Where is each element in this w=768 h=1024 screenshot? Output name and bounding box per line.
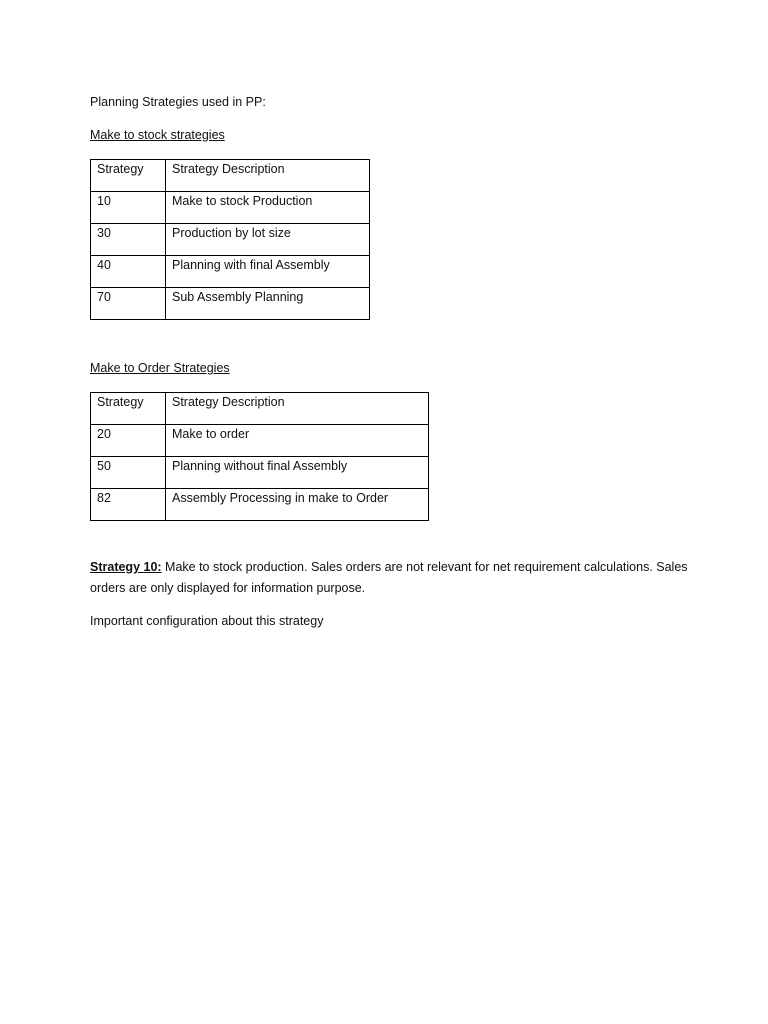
strategy10-label: Strategy 10:	[90, 560, 162, 574]
table-row	[91, 425, 429, 457]
table-row	[91, 489, 429, 521]
strategy10-text: Make to stock production. Sales orders are not relevant for net requirement calculations. Sales orders are only displayed for information purpose.	[90, 560, 688, 595]
table-cell: Planning without final Assembly	[166, 457, 429, 489]
strategy10-paragraph	[90, 557, 690, 599]
table-row	[91, 192, 370, 224]
table-cell: Sub Assembly Planning	[166, 288, 370, 320]
table-cell: 20	[91, 425, 166, 457]
table-header-cell: Strategy	[91, 393, 166, 425]
table-row	[91, 224, 370, 256]
table-cell: Make to stock Production	[166, 192, 370, 224]
mts-heading: Make to stock strategies	[90, 128, 225, 142]
config-note: Important configuration about this strategy	[90, 614, 324, 628]
table-header-row	[91, 393, 429, 425]
table-row	[91, 256, 370, 288]
table-row	[91, 457, 429, 489]
mto-table	[90, 392, 429, 521]
table-cell: 40	[91, 256, 166, 288]
table-cell: 10	[91, 192, 166, 224]
table-cell: Production by lot size	[166, 224, 370, 256]
table-header-cell: Strategy Description	[166, 160, 370, 192]
table-cell: 30	[91, 224, 166, 256]
table-cell: Make to order	[166, 425, 429, 457]
intro-text: Planning Strategies used in PP:	[90, 95, 266, 109]
table-header-cell: Strategy	[91, 160, 166, 192]
table-cell: 50	[91, 457, 166, 489]
mts-table	[90, 159, 370, 320]
table-header-cell: Strategy Description	[166, 393, 429, 425]
mto-heading: Make to Order Strategies	[90, 361, 230, 375]
table-cell: Planning with final Assembly	[166, 256, 370, 288]
table-cell: Assembly Processing in make to Order	[166, 489, 429, 521]
table-cell: 70	[91, 288, 166, 320]
table-row	[91, 288, 370, 320]
table-header-row	[91, 160, 370, 192]
table-cell: 82	[91, 489, 166, 521]
